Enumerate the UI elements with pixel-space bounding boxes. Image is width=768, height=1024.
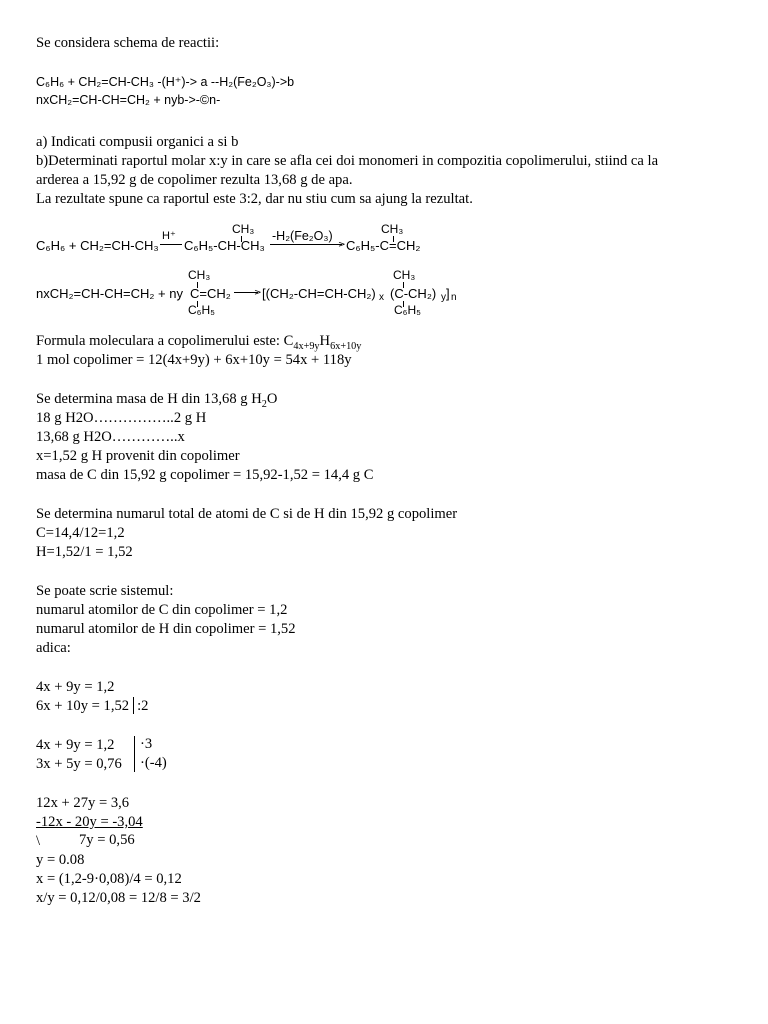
reaction-2-reactants: nxCH₂=CH-CH=CH₂ + ny (36, 286, 183, 301)
equation-3-operation: ·3 (140, 736, 153, 752)
intro-text: Se considera schema de reactii: (36, 35, 220, 51)
equation-5: 12x + 27y = 3,6 (36, 795, 130, 811)
polymer-bottom: C₆H₅ (394, 303, 422, 317)
adica-text: adica: (36, 640, 71, 656)
arrow-head-icon: > (338, 240, 346, 250)
x-result: x=1,52 g H provenit din copolimer (36, 448, 240, 464)
formula-h: H (319, 333, 331, 349)
c-atoms: C=14,4/12=1,2 (36, 525, 125, 541)
monomer-b-bottom: C₆H₅ (188, 303, 216, 317)
proportion-line-2: 13,68 g H2O…………..x (36, 429, 185, 445)
reaction-1-arrow-b (270, 244, 342, 245)
h-mass-title (36, 390, 277, 408)
question-b-line-2: arderea a 15,92 g de copolimer rezulta 13,68 g de apa. (36, 172, 353, 188)
c-mass-line: masa de C din 15,92 g copolimer = 15,92-1,52 = 14,4 g C (36, 467, 374, 483)
equation-2-line (36, 697, 148, 715)
equation-3-line (36, 736, 114, 754)
note-text: La rezultate spune ca raportul este 3:2, dar nu stiu cum sa ajung la rezultat. (36, 191, 473, 207)
equation-4-line (36, 755, 122, 773)
product-b: C₆H₅-C=CH₂ (346, 238, 421, 253)
product-b-substituent: CH₃ (381, 222, 404, 236)
polymer-chain-part-2: (C-CH₂) (390, 286, 437, 301)
reaction-1-reagent: -H₂(Fe₂O₃) (272, 229, 333, 243)
formula-label: Formula moleculara a copolimerului este: C (36, 333, 294, 349)
proportion-line-1: 18 g H2O……………..2 g H (36, 410, 207, 426)
product-a-substituent: CH₃ (232, 222, 255, 236)
equation-2-operation: :2 (137, 698, 149, 714)
system-c-line: numarul atomilor de C din copolimer = 1,2 (36, 602, 288, 618)
formula-line (36, 332, 361, 350)
scheme-line-1: C₆H₆ + CH₂=CH-CH₃ -(H⁺)-> a --H₂(Fe₂O₃)->b (36, 75, 295, 89)
mol-line: 1 mol copolimer = 12(4x+9y) + 6x+10y = 54x + 118y (36, 352, 352, 368)
system-h-line: numarul atomilor de H din copolimer = 1,52 (36, 621, 296, 637)
polymer-close-bracket: ] (446, 286, 450, 301)
equation-4-operation: ·(-4) (140, 755, 167, 771)
system-bracket (134, 736, 135, 772)
monomer-b-mid: C=CH₂ (190, 286, 231, 301)
ratio-result: x/y = 0,12/0,08 = 12/8 = 3/2 (36, 890, 201, 906)
polymer-top: CH₃ (393, 268, 416, 282)
y-value: y = 0.08 (36, 852, 85, 868)
reaction-1-catalyst: H⁺ (162, 230, 176, 242)
h-mass-title-text: Se determina masa de H din 13,68 g H (36, 391, 262, 407)
scheme-line-2: nxCH₂=CH-CH=CH₂ + nyb->-©n- (36, 93, 221, 107)
polymer-y-subscript: y (441, 292, 446, 303)
equation-3: 4x + 9y = 1,2 (36, 737, 115, 753)
equation-7-slash: \ (36, 833, 41, 849)
formula-h-subscript: 6x+10y (330, 340, 362, 352)
polymer-chain-part-1: [(CH₂-CH=CH-CH₂) (262, 286, 376, 301)
h-atoms: H=1,52/1 = 1,52 (36, 544, 133, 560)
polymer-n-subscript: n (451, 292, 457, 303)
equation-4: 3x + 5y = 0,76 (36, 756, 122, 772)
reaction-1-reactants: C₆H₆ + CH₂=CH-CH₃ (36, 238, 159, 253)
equation-1: 4x + 9y = 1,2 (36, 679, 115, 695)
product-a: C₆H₅-CH-CH₃ (184, 238, 265, 253)
equation-6: -12x - 20y = -3,04 (36, 814, 143, 830)
system-title: Se poate scrie sistemul: (36, 583, 174, 599)
h-mass-title-suffix: O (266, 391, 278, 407)
equation-2: 6x + 10y = 1,52 (36, 698, 130, 714)
equation-7: 7y = 0,56 (79, 832, 135, 848)
monomer-b-top: CH₃ (188, 268, 211, 282)
atoms-title: Se determina numarul total de atomi de C si de H din 15,92 g copolimer (36, 506, 458, 522)
arrow-head-icon: > (254, 288, 262, 298)
formula-c-subscript: 4x+9y (293, 340, 320, 352)
polymer-x-subscript: x (379, 292, 384, 303)
x-value: x = (1,2-9·0,08)/4 = 0,12 (36, 871, 182, 887)
question-a: a) Indicati compusii organici a si b (36, 134, 239, 150)
question-b-line-1: b)Determinati raportul molar x:y in care se afla cei doi monomeri in compozitia copolimerului, stiind ca la (36, 153, 659, 169)
equation-divider (133, 697, 134, 714)
reaction-1-arrow-a (160, 244, 182, 245)
h-mass-title-subscript: 2 (261, 398, 267, 410)
